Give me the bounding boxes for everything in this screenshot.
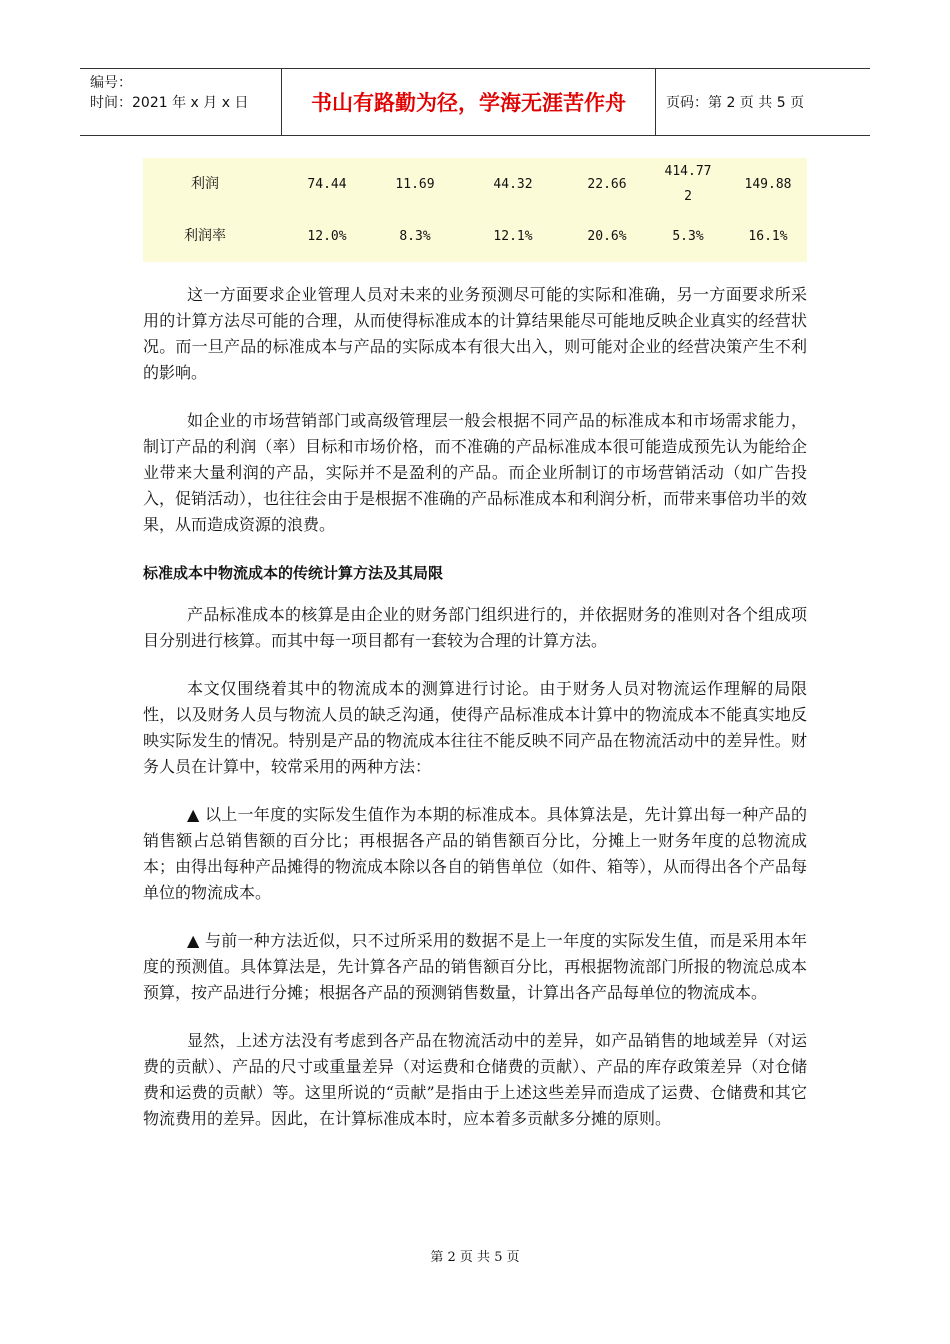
paragraph: 显然，上述方法没有考虑到各产品在物流活动中的差异，如产品销售的地域差异（对运费的贡献）、产品的尺寸或重量差异（对运费和仓储费的贡献）、产品的库存政策差异（对仓储费和运费的贡献）等。这里所说的“贡献”是指由于上述这些差异而造成了运费、仓储费和其它物流费用的差异。因此，在计算标准成本时，应本着多贡献多分摊的原则。 [143, 1031, 807, 1128]
table-cell: 12.0% [307, 228, 347, 244]
paragraph: 这一方面要求企业管理人员对未来的业务预测尽可能的实际和准确，另一方面要求所采用的计算方法尽可能的合理，从而使得标准成本的计算结果能尽可能地反映企业真实的经营状况。而一旦产品的标准成本与产品的实际成本有很大出入，则可能对企业的经营决策产生不利的影响。 [143, 285, 807, 382]
table-cell: 20.6% [587, 228, 627, 244]
table-cell: 11.69 [395, 176, 435, 192]
document-number-label: 编号： [90, 75, 132, 91]
table-row-profit-rate [143, 210, 807, 262]
paragraph: 产品标准成本的核算是由企业的财务部门组织进行的，并依据财务的准则对各个组成项目分别进行核算。而其中每一项目都有一套较为合理的计算方法。 [143, 605, 807, 650]
profit-table [143, 158, 807, 262]
paragraph: 本文仅围绕着其中的物流成本的测算进行讨论。由于财务人员对物流运作理解的局限性，以及财务人员与物流人员的缺乏沟通，使得产品标准成本计算中的物流成本不能真实地反映实际发生的情况。特别是产品的物流成本往往不能反映不同产品在物流活动中的差异性。财务人员在计算中，较常采用的两种方法： [143, 679, 807, 776]
table-cell: 16.1% [748, 228, 788, 244]
bullet-paragraph: ▲ 以上一年度的实际发生值作为本期的标准成本。具体算法是，先计算出每一种产品的销售额占总销售额的百分比；再根据各产品的销售额百分比，分摊上一财务年度的总物流成本；由得出每种产品摊得的物流成本除以各自的销售单位（如件、箱等），从而得出各个产品每单位的物流成本。 [143, 805, 808, 902]
table-cell: 74.44 [307, 176, 347, 192]
document-date-label: 时间：2021 年 x 月 x 日 [90, 95, 249, 111]
table-cell: 414.772 [664, 164, 712, 204]
row-label: 利润 [191, 175, 219, 192]
document-body [143, 282, 807, 1154]
page-header [80, 68, 870, 136]
page-footer: 第 2 页 共 5 页 [430, 1250, 520, 1265]
paragraph: 如企业的市场营销部门或高级管理层一般会根据不同产品的标准成本和市场需求能力，制订产品的利润（率）目标和市场价格，而不准确的产品标准成本很可能造成预先认为能给企业带来大量利润的产品，实际并不是盈利的产品。而企业所制订的市场营销活动（如广告投入，促销活动），也往往会由于是根据不准确的产品标准成本和利润分析，而带来事倍功半的效果，从而造成资源的浪费。 [143, 411, 808, 534]
header-info [80, 69, 282, 135]
table-cell: 149.88 [744, 176, 792, 192]
header-motto: 书山有路勤为径，学海无涯苦作舟 [282, 69, 656, 135]
bullet-paragraph: ▲ 与前一种方法近似，只不过所采用的数据不是上一年度的实际发生值，而是采用本年度的预测值。具体算法是，先计算各产品的销售额百分比，再根据物流部门所报的物流总成本预算，按产品进行分摊；根据各产品的预测销售数量，计算出各产品每单位的物流成本。 [143, 931, 807, 1002]
table-cell: 22.66 [587, 176, 627, 192]
header-page-number: 页码：第 2 页 共 5 页 [666, 95, 805, 111]
table-cell: 44.32 [493, 176, 533, 192]
table-cell: 5.3% [672, 228, 704, 244]
section-heading: 标准成本中物流成本的传统计算方法及其局限 [143, 564, 444, 582]
table-row-profit [143, 158, 807, 210]
table-cell: 12.1% [493, 228, 533, 244]
table-cell: 8.3% [399, 228, 431, 244]
row-label: 利润率 [184, 227, 226, 244]
